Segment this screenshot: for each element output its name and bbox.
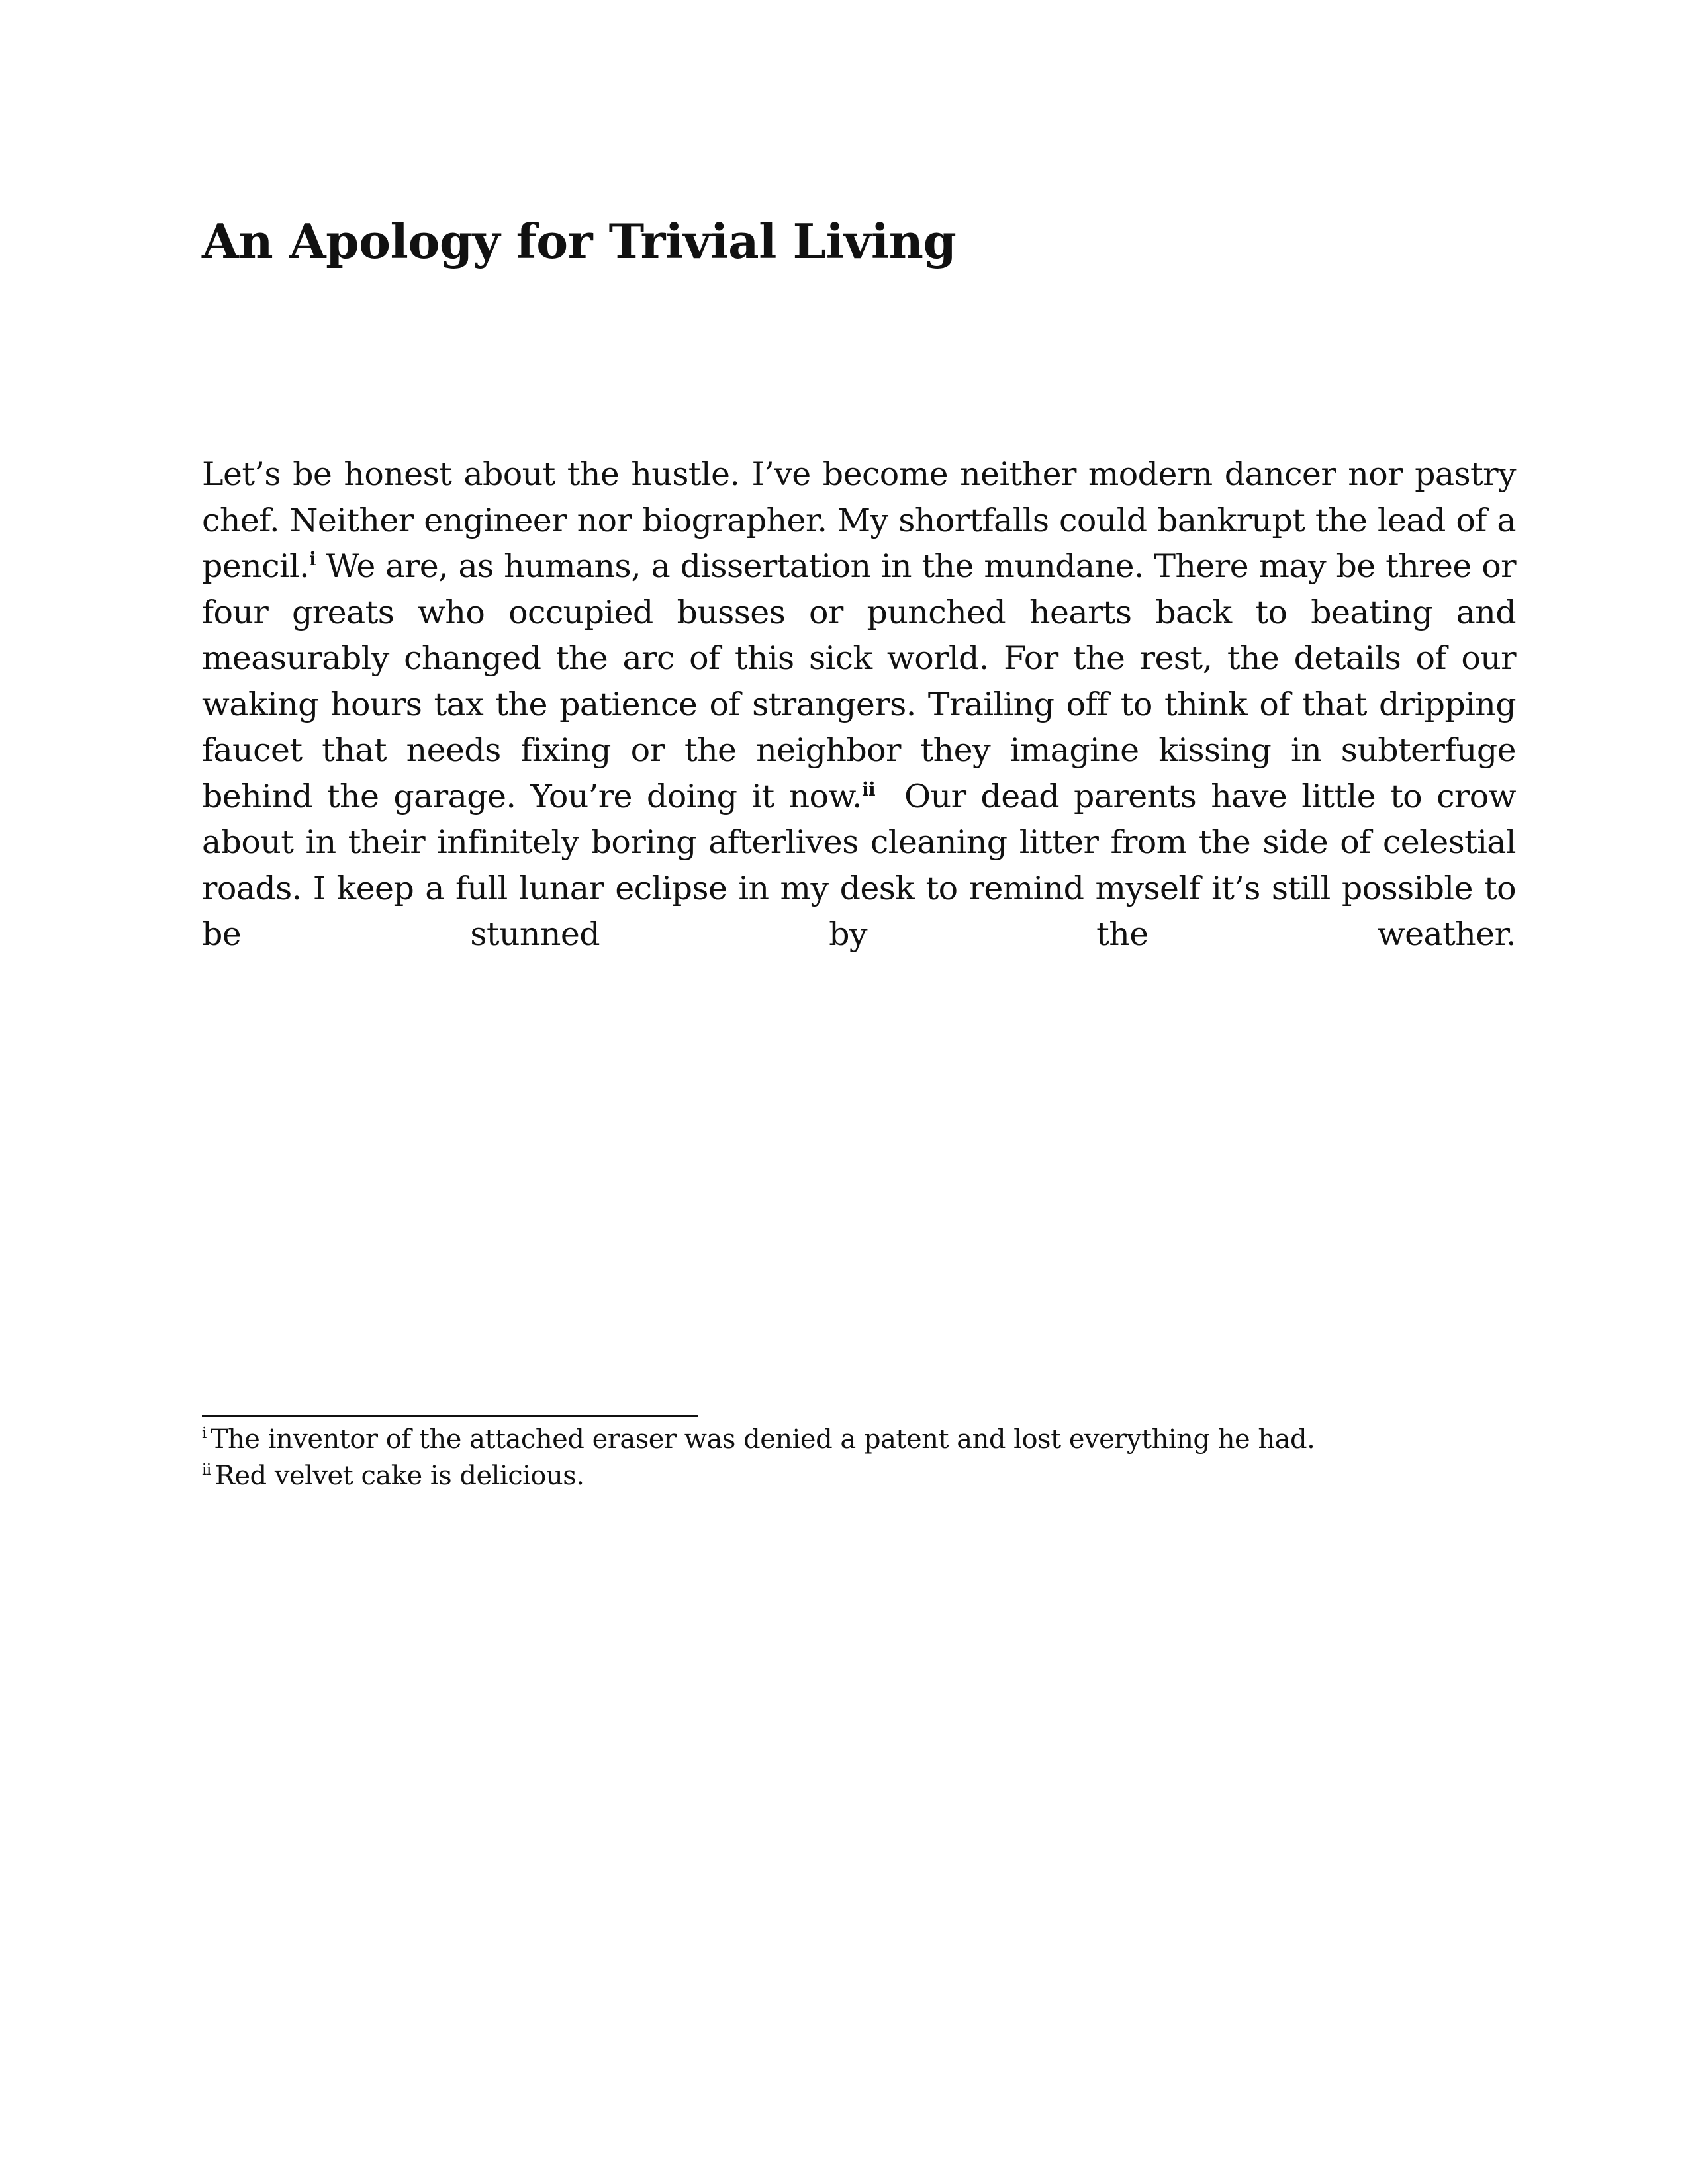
body-text-segment-3: Our dead parents have little to crow about in their infinitely boring afterlives cleaning litter from the side of celestial roads. I keep a full lunar eclipse in my desk to remind myself it’s still possible to be stunned by the weather. <box>202 777 1526 953</box>
footnote-separator <box>202 1415 698 1417</box>
footnote-2-mark: ii <box>202 1461 211 1479</box>
body-text-segment-2: We are, as humans, a dissertation in the mundane. There may be three or four greats who occupied busses or punched hearts back to beating and measurably changed the arc of this sick world. For the rest, the details of our waking hours tax the patience of strangers. Trailing off to think of that dripping faucet that needs fixing or the neighbor they imagine kissing in subterfuge behind the garage. You’re doing it now. <box>202 547 1516 815</box>
footnote-1 <box>202 1422 1526 1458</box>
footnotes-section <box>202 1422 1526 1494</box>
body-paragraph <box>202 451 1526 958</box>
footnote-1-mark: i <box>202 1425 207 1442</box>
footnote-1-text: The inventor of the attached eraser was denied a patent and lost everything he had. <box>210 1424 1315 1455</box>
footnote-2 <box>202 1458 1526 1494</box>
footnote-reference-1: i <box>309 548 316 570</box>
body-text-segment-1: Let’s be honest about the hustle. I’ve become neither modern dancer nor pastry chef. Neither engineer nor biographer. My shortfalls could bankrupt the lead of a pencil. <box>202 455 1516 585</box>
footnote-reference-2: ii <box>861 778 876 800</box>
document-title: An Apology for Trivial Living <box>202 213 957 269</box>
footnote-2-text: Red velvet cake is delicious. <box>214 1461 585 1491</box>
